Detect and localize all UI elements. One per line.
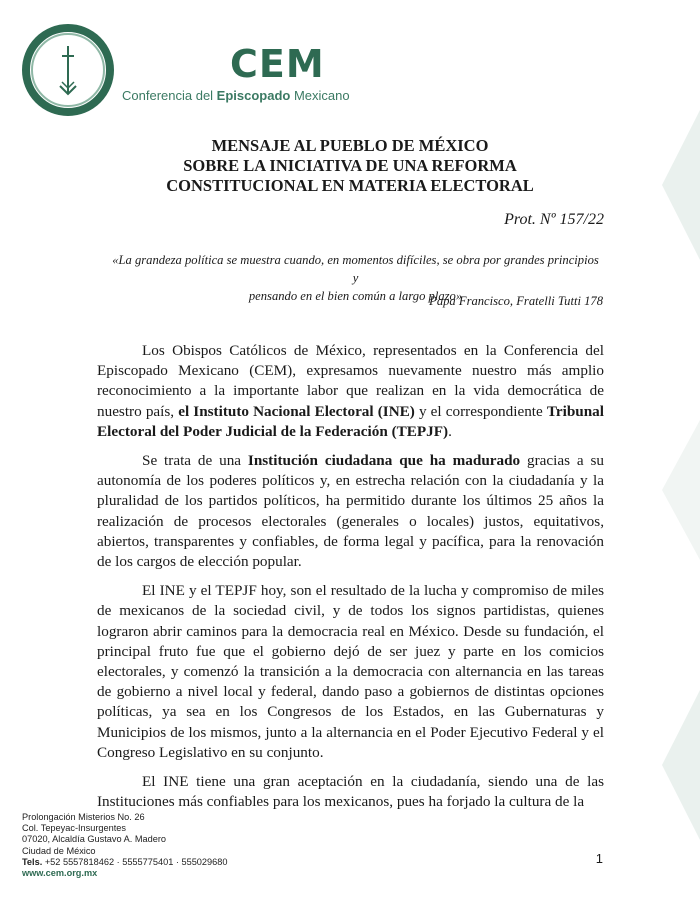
brand-name-prefix: Conferencia del (122, 88, 217, 103)
title-line: MENSAJE AL PUEBLO DE MÉXICO (211, 136, 489, 155)
footer-address (22, 812, 227, 879)
text-run: . (448, 422, 452, 440)
paragraph (97, 341, 604, 442)
bold-text: Tribunal Electoral del Poder Judicial de la Federación (TEPJF) (97, 402, 604, 440)
bold-text: Institución ciudadana que ha madurado (247, 452, 521, 470)
brand-name-suffix: Mexicano (290, 88, 350, 103)
paragraph (97, 451, 604, 572)
title-line: CONSTITUCIONAL EN MATERIA ELECTORAL (166, 176, 534, 195)
bold-text: el Instituto Nacional Electoral (INE) (178, 402, 415, 420)
cem-logo-icon (22, 24, 114, 116)
address-line: 07020, Alcaldía Gustavo A. Madero (22, 834, 167, 845)
text-run: y el correspondiente (414, 402, 547, 420)
protocol-number: Prot. Nº 157/22 (504, 211, 604, 228)
decorative-stripe (662, 420, 700, 560)
phone-numbers: +52 5557818462 · 5555775401 · 555029680 (42, 856, 228, 867)
address-line: Prolongación Misterios No. 26 (22, 812, 145, 822)
decorative-stripe (662, 690, 700, 840)
phone-line (22, 857, 227, 868)
address-line: Col. Tepeyac-Insurgentes (22, 823, 127, 834)
quote-line: pensando en el bien común a largo plazo» (248, 289, 463, 303)
brand-acronym: CEM (230, 42, 325, 86)
address-line: Ciudad de México (22, 845, 96, 856)
message-body (97, 341, 604, 821)
text-run: gracias a su autonomía de los poderes políticos y, en estrecha relación con la ciudadanía y la pluralidad de los partidos políticos, ha permitido durante los últimos 25 años la realización de procesos electorales (generales o locales) justos, equitativos, abiertos, transparentes y confiables, de forma legal y pacífica, para la renovación de los cargos de elección popular. (97, 452, 605, 571)
page-number: 1 (595, 851, 603, 866)
text-run: Se trata de una (142, 452, 248, 470)
brand-full-name (122, 88, 350, 103)
decorative-stripe (662, 110, 700, 260)
paragraph: El INE tiene una gran aceptación en la ciudadanía, siendo una de las Instituciones más confiables para los mexicanos, pues ha forjado la cultura de la (97, 773, 604, 811)
brand-block (122, 42, 350, 103)
title-line: SOBRE LA INICIATIVA DE UNA REFORMA (183, 156, 517, 175)
text-run: Los Obispos Católicos de México, representados en la Conferencia del Episcopado Mexicano (CEM), expresamos nuevamente nuestro más amplio reconocimiento a la importante labor que realizan en la vida democrática de nuestro país, (97, 342, 604, 420)
brand-name-bold: Episcopado (216, 88, 291, 103)
document-title (100, 136, 600, 196)
website-link[interactable]: www.cem.org.mx (22, 868, 98, 879)
quote-line: «La grandeza política se muestra cuando, en momentos difíciles, se obra por grandes principios y (112, 253, 599, 285)
epigraph-source: Papa Francisco, Fratelli Tutti 178 (429, 294, 603, 308)
phone-label: Tels. (22, 856, 43, 867)
paragraph: El INE y el TEPJF hoy, son el resultado de la lucha y compromiso de miles de mexicanos de la sociedad civil, y de todos los signos partidistas, quienes lograron abrir caminos para la democracia real en México. Desde su fundación, el principal fruto fue que el gobierno dejó de ser juez y parte en los comicios electorales, y comenzó la transición a la democracia con alternancia en las tareas de gobierno a nivel local y federal, dando paso a gobiernos de distintas opciones políticas, ya sea en los Congresos de los Estados, en las Gubernaturas y Municipios de los mismos, junto a la alternancia en el Poder Ejecutivo Federal y el Congreso Legislativo en su conjunto. (97, 582, 604, 761)
